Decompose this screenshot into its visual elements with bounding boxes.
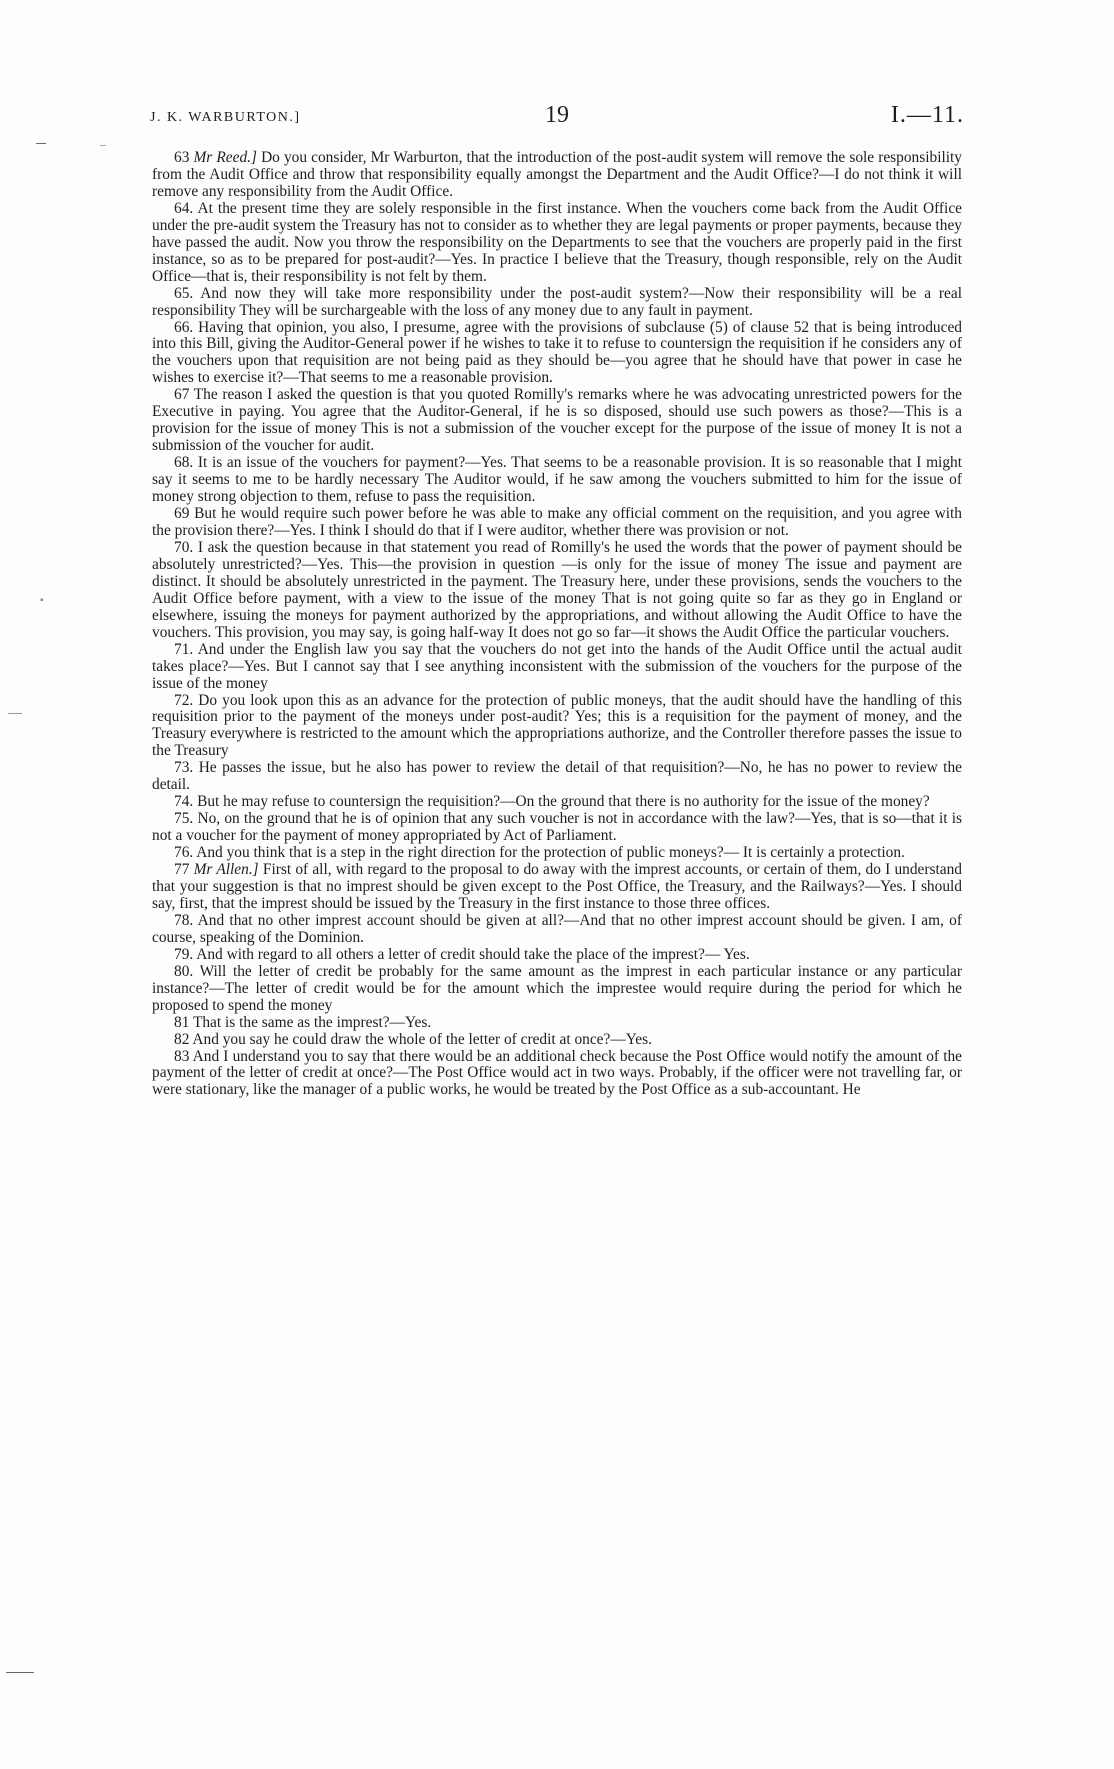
- testimony-paragraph: [152, 540, 962, 642]
- question-number: 74.: [174, 793, 194, 811]
- question-number: 76.: [174, 844, 194, 862]
- paragraph-text: The reason I asked the question is that you quoted Romilly's remarks where he was advocating unrestricted powers for the Executive in paying. You agree that the Auditor-General, if he is so disposed, should use such powers as those?—This is a provision for the issue of money This is not a submission of the voucher except for the purpose of the issue of money It is not a submission of the voucher for audit.: [152, 386, 962, 455]
- question-number: 71.: [174, 640, 194, 658]
- question-number: 73.: [174, 759, 194, 777]
- paragraph-text: He passes the issue, but he also has power to review the detail of that requisition?—No, he has no power to review the detail.: [152, 759, 962, 794]
- paragraph-text: And you think that is a step in the right direction for the protection of public moneys?— It is certainly a protection.: [193, 844, 905, 862]
- speaker-name: Mr Reed.]: [193, 149, 257, 166]
- margin-speck: ▪: [40, 595, 44, 606]
- question-number: 72.: [174, 691, 194, 709]
- question-number: 80.: [174, 962, 194, 980]
- page-number: 19: [545, 102, 569, 128]
- page-header: [150, 102, 964, 136]
- question-number: 78.: [174, 911, 194, 929]
- paragraph-text: And that no other imprest account should be given at all?—And that no other imprest account should be given. I am, of course, speaking of the Dominion.: [152, 911, 962, 946]
- question-number: 64.: [174, 199, 194, 217]
- question-number: 82: [174, 1030, 190, 1048]
- testimony-paragraph: [152, 455, 962, 506]
- paragraph-text: It is an issue of the vouchers for payment?—Yes. That seems to be a reasonable provision. It is so reasonable that I might say it seems to me to be hardly necessary The Auditor would, if he saw among the vouchers submitted to him for the issue of money strong objection to them, refuse to pass the requisition.: [152, 454, 962, 506]
- question-number: 79.: [174, 945, 194, 963]
- testimony-paragraph: [152, 1015, 962, 1032]
- question-number: 81: [174, 1013, 190, 1031]
- testimony-paragraph: [152, 201, 962, 286]
- paragraph-text: First of all, with regard to the proposal to do away with the imprest accounts, or certain of them, do I understand that your suggestion is that no imprest should be given except to the Post Office, the Treasury, and the Railways?—Yes. I should say, first, that the imprest should be issued by the Treasury in the first instance to those three offices.: [152, 861, 962, 912]
- speaker-name: Mr Allen.]: [193, 861, 259, 879]
- header-witness: J. K. WARBURTON.]: [150, 110, 301, 125]
- paragraph-text: No, on the ground that he is of opinion that any such voucher is not in accordance with the law?—Yes, that is so—that it is not a voucher for the payment of money appropriated by Act of Parliament.: [152, 810, 962, 845]
- testimony-paragraph: [152, 387, 962, 455]
- testimony-body: [152, 150, 962, 1099]
- testimony-paragraph: [152, 947, 962, 964]
- paragraph-text: Will the letter of credit be probably for the same amount as the imprest in each particular instance or any particular instance?—The letter of credit would be for the amount which the imprestee would require during the period for which he proposed to spend the money: [152, 962, 962, 1014]
- testimony-paragraph: [152, 845, 962, 862]
- question-number: 75.: [174, 810, 194, 828]
- testimony-paragraph: [152, 286, 962, 320]
- paragraph-text: But he would require such power before he was able to make any official comment on the requisition, and you agree with the provision there?—Yes. I think I should do that if I were auditor, whether there was provision or not.: [152, 505, 962, 539]
- testimony-paragraph: [152, 862, 962, 913]
- paragraph-text: That is the same as the imprest?—Yes.: [189, 1013, 432, 1031]
- testimony-paragraph: [152, 150, 962, 201]
- paragraph-text: And under the English law you say that the vouchers do not get into the hands of the Audit Office until the actual audit takes place?—Yes. But I cannot say that I see anything inconsistent with the submission of the vouchers for the purpose of the issue of the money: [152, 640, 962, 692]
- testimony-paragraph: [152, 1049, 962, 1100]
- question-number: 66.: [174, 318, 194, 336]
- testimony-paragraph: [152, 913, 962, 947]
- paragraph-text: And I understand you to say that there would be an additional check because the Post Office would notify the amount of the payment of the letter of credit at once?—The Post Office would act in two ways. Probably, if the officer were not travelling far, or were stationary, like the manager of a public works, he would be treated by the Post Office as a sub-accountant. He: [152, 1047, 962, 1099]
- question-number: 83: [174, 1047, 190, 1065]
- question-number: 68.: [174, 454, 194, 472]
- document-reference: I.—11.: [890, 102, 964, 128]
- margin-mark: [8, 713, 22, 714]
- testimony-paragraph: [152, 506, 962, 540]
- testimony-paragraph: [152, 811, 962, 845]
- testimony-paragraph: [152, 964, 962, 1015]
- question-number: 67: [174, 386, 190, 404]
- paragraph-text: And now they will take more responsibility under the post-audit system?—Now their responsibility will be a real responsibility They will be surchargeable with the loss of any money due to any fault in payment.: [152, 284, 962, 319]
- paragraph-text: At the present time they are solely responsible in the first instance. When the vouchers come back from the Audit Office under the pre-audit system the Treasury has not to consider as to whether they are legal payments or proper payments, because they have passed the audit. Now you throw the responsibility on the Departments to see that the vouchers are properly paid in the first instance, so as to be prepared for post-audit?—Yes. In practice I believe that the Treasury, though responsible, rely on the Audit Office—that is, their responsibility is not felt by them.: [152, 199, 962, 285]
- testimony-paragraph: [152, 320, 962, 388]
- question-number: 63: [174, 149, 190, 166]
- testimony-paragraph: [152, 693, 962, 761]
- question-number: 77: [174, 861, 190, 879]
- testimony-paragraph: [152, 760, 962, 794]
- paragraph-text: I ask the question because in that statement you read of Romilly's he used the words that the power of payment should be absolutely unrestricted?—Yes. This—the provision in question —is only for the issue of money The issue and payment are distinct. It should be absolutely unrestricted in the payment. The Treasury here, under these provisions, sends the vouchers to the Audit Office before payment, with a view to the issue of the money That is not going quite so far as they go in England or elsewhere, issuing the moneys for payment authorized by the appropriations, and without allowing the Audit Office to have the vouchers. This provision, you may say, is going half-way It does not go so far—it shows the Audit Office the particular vouchers.: [152, 538, 962, 641]
- paragraph-text: Having that opinion, you also, I presume, agree with the provisions of subclause (5) of clause 52 that is being introduced into this Bill, giving the Auditor-General power if he wishes to take it to refuse to countersign the requisition if he considers any of the vouchers upon that requisition are not being paid as they should be—you agree that he should have that power in case he wishes to exercise it?—That seems to me a reasonable provision.: [152, 318, 962, 387]
- question-number: 65.: [174, 284, 194, 302]
- testimony-paragraph: [152, 794, 962, 811]
- paragraph-text: Do you consider, Mr Warburton, that the introduction of the post-audit system will remove the sole responsibility from the Audit Office and throw that responsibility equally amongst the Department and the Audit Office?—I do not think it will remove any responsibility from the Audit Office.: [152, 149, 962, 200]
- testimony-paragraph: [152, 1032, 962, 1049]
- margin-mark: [36, 143, 46, 144]
- paragraph-text: But he may refuse to countersign the requisition?—On the ground that there is no authority for the issue of the money?: [193, 793, 930, 811]
- question-number: 70.: [174, 538, 194, 556]
- question-number: 69: [174, 505, 190, 523]
- paragraph-text: And with regard to all others a letter of credit should take the place of the imprest?— Yes.: [193, 945, 750, 963]
- margin-mark: [100, 145, 106, 146]
- margin-mark: [6, 1672, 34, 1673]
- paragraph-text: And you say he could draw the whole of the letter of credit at once?—Yes.: [189, 1030, 652, 1048]
- testimony-paragraph: [152, 642, 962, 693]
- paragraph-text: Do you look upon this as an advance for the protection of public moneys, that the audit should have the handling of this requisition prior to the payment of the moneys under post-audit? Yes; this is a requisition for the payment of money, and the Treasury everywhere is restricted to the amount which the appropriations authorize, and the Controller therefore passes the issue to the Treasury: [152, 691, 962, 760]
